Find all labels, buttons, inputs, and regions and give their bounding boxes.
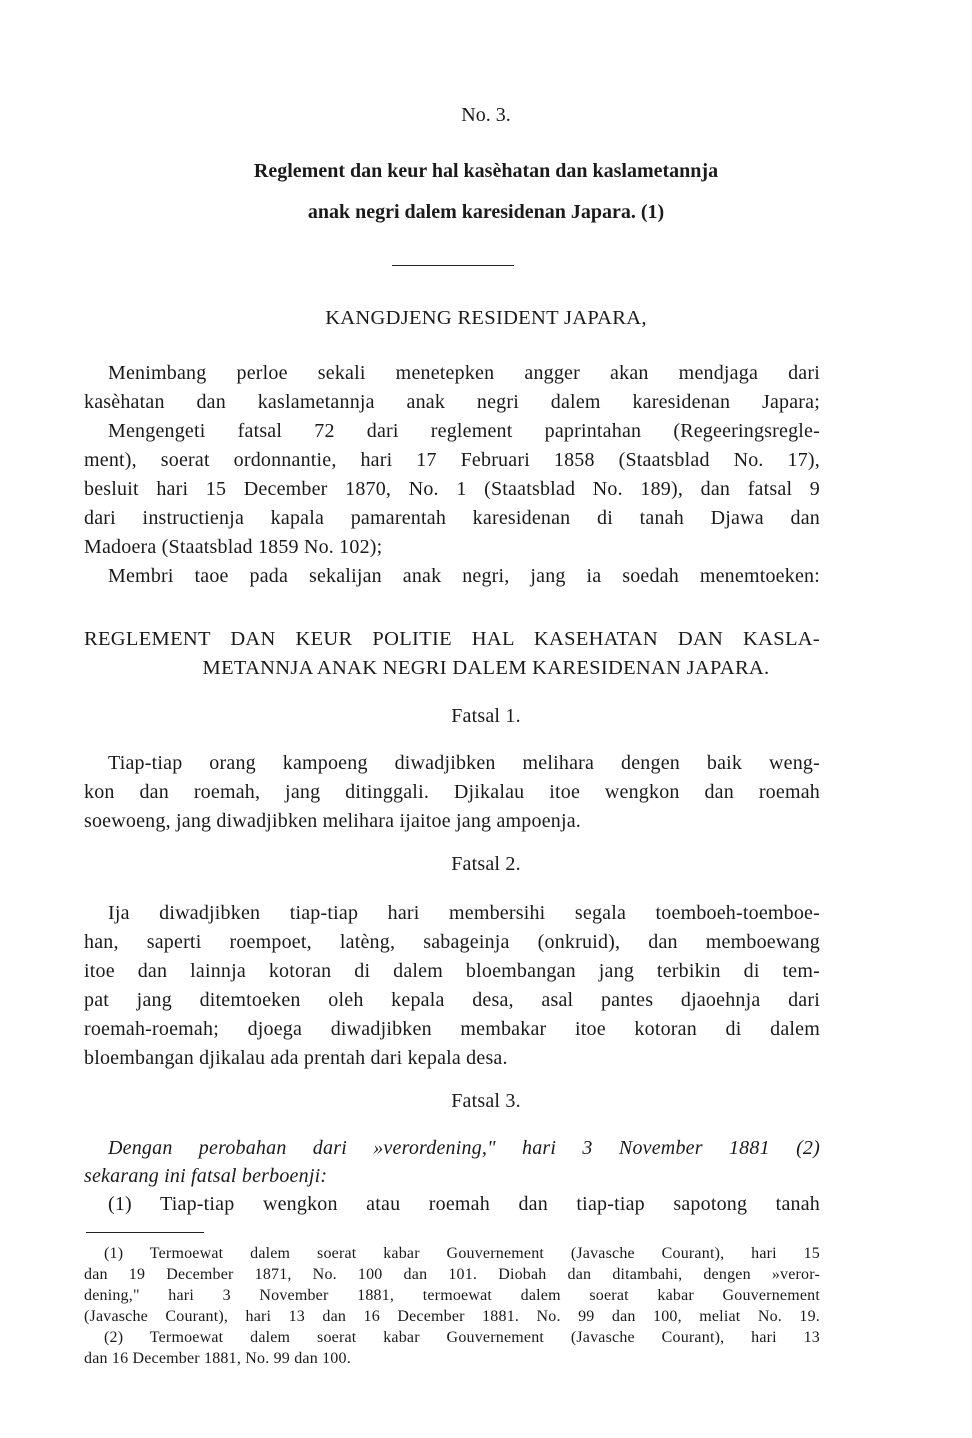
title-line-1: Reglement dan keur hal kasèhatan dan kaslametannja [253, 160, 719, 182]
title-divider [392, 265, 514, 266]
footnote-1-line: dening," hari 3 November 1881, termoewat dalem soerat kabar Gouvernement [84, 1287, 820, 1304]
preamble-line: Madoera (Staatsblad 1859 No. 102); [84, 536, 383, 558]
footnote-1-line: (1) Termoewat dalem soerat kabar Gouvernement (Javasche Courant), hari 15 [104, 1245, 820, 1262]
preamble-line: besluit hari 15 December 1870, No. 1 (Staatsblad No. 189), dan fatsal 9 [84, 478, 820, 500]
footnote-2-line: dan 16 December 1881, No. 99 dan 100. [84, 1350, 351, 1367]
issuer-heading: KANGDJENG RESIDENT JAPARA, [325, 307, 647, 329]
fatsal-3-intro-line: Dengan perobahan dari »verordening," hari 3 November 1881 (2) [108, 1137, 820, 1159]
regulation-title-line-2: METANNJA ANAK NEGRI DALEM KARESIDENAN JAPARA. [202, 657, 770, 679]
footnote-1-line: dan 19 December 1871, No. 100 dan 101. Diobah dan ditambahi, dengen »veror- [84, 1266, 820, 1283]
fatsal-3-item-1: (1) Tiap-tiap wengkon atau roemah dan tiap-tiap sapotong tanah [108, 1193, 820, 1215]
fatsal-2-heading: Fatsal 2. [451, 853, 521, 875]
footnote-divider [86, 1232, 204, 1233]
preamble-line: dari instructienja kapala pamarentah karesidenan di tanah Djawa dan [84, 507, 820, 529]
fatsal-1-line: soewoeng, jang diwadjibken melihara ijaitoe jang ampoenja. [84, 810, 582, 832]
fatsal-1-line: kon dan roemah, jang ditinggali. Djikalau itoe wengkon dan roemah [84, 781, 820, 803]
preamble-line: Mengengeti fatsal 72 dari reglement paprintahan (Regeeringsregle- [108, 420, 820, 442]
fatsal-2-line: roemah-roemah; djoega diwadjibken membakar itoe kotoran di dalem [84, 1018, 820, 1040]
fatsal-3-intro-line: sekarang ini fatsal berboenji: [84, 1165, 328, 1187]
preamble-line: Menimbang perloe sekali menetepken angger akan mendjaga dari [108, 362, 820, 384]
preamble-line: Membri taoe pada sekalijan anak negri, jang ia soedah menemtoeken: [108, 565, 820, 587]
fatsal-1-line: Tiap-tiap orang kampoeng diwadjibken melihara dengen baik weng- [108, 752, 820, 774]
fatsal-2-line: bloembangan djikalau ada prentah dari kepala desa. [84, 1047, 508, 1069]
footnote-1-line: (Javasche Courant), hari 13 dan 16 December 1881. No. 99 dan 100, meliat No. 19. [84, 1308, 820, 1325]
fatsal-2-line: Ija diwadjibken tiap-tiap hari membersihi segala toemboeh-toemboe- [108, 902, 820, 924]
fatsal-2-line: itoe dan lainnja kotoran di dalem bloembangan jang terbikin di tem- [84, 960, 820, 982]
title-line-2: anak negri dalem karesidenan Japara. (1) [307, 201, 665, 223]
fatsal-2-line: pat jang ditemtoeken oleh kepala desa, asal pantes djaoehnja dari [84, 989, 820, 1011]
preamble-line: ment), soerat ordonnantie, hari 17 Februari 1858 (Staatsblad No. 17), [84, 449, 820, 471]
footnote-2-line: (2) Termoewat dalem soerat kabar Gouvernement (Javasche Courant), hari 13 [104, 1329, 820, 1346]
fatsal-1-heading: Fatsal 1. [451, 705, 521, 727]
document-number: No. 3. [461, 104, 511, 126]
regulation-title-line-1: REGLEMENT DAN KEUR POLITIE HAL KASEHATAN DAN KASLA- [84, 628, 820, 650]
fatsal-2-line: han, saperti roempoet, latèng, sabageinja (onkruid), dan memboewang [84, 931, 820, 953]
preamble-line: kasèhatan dan kaslametannja anak negri dalem karesidenan Japara; [84, 391, 820, 413]
fatsal-3-heading: Fatsal 3. [451, 1090, 521, 1112]
